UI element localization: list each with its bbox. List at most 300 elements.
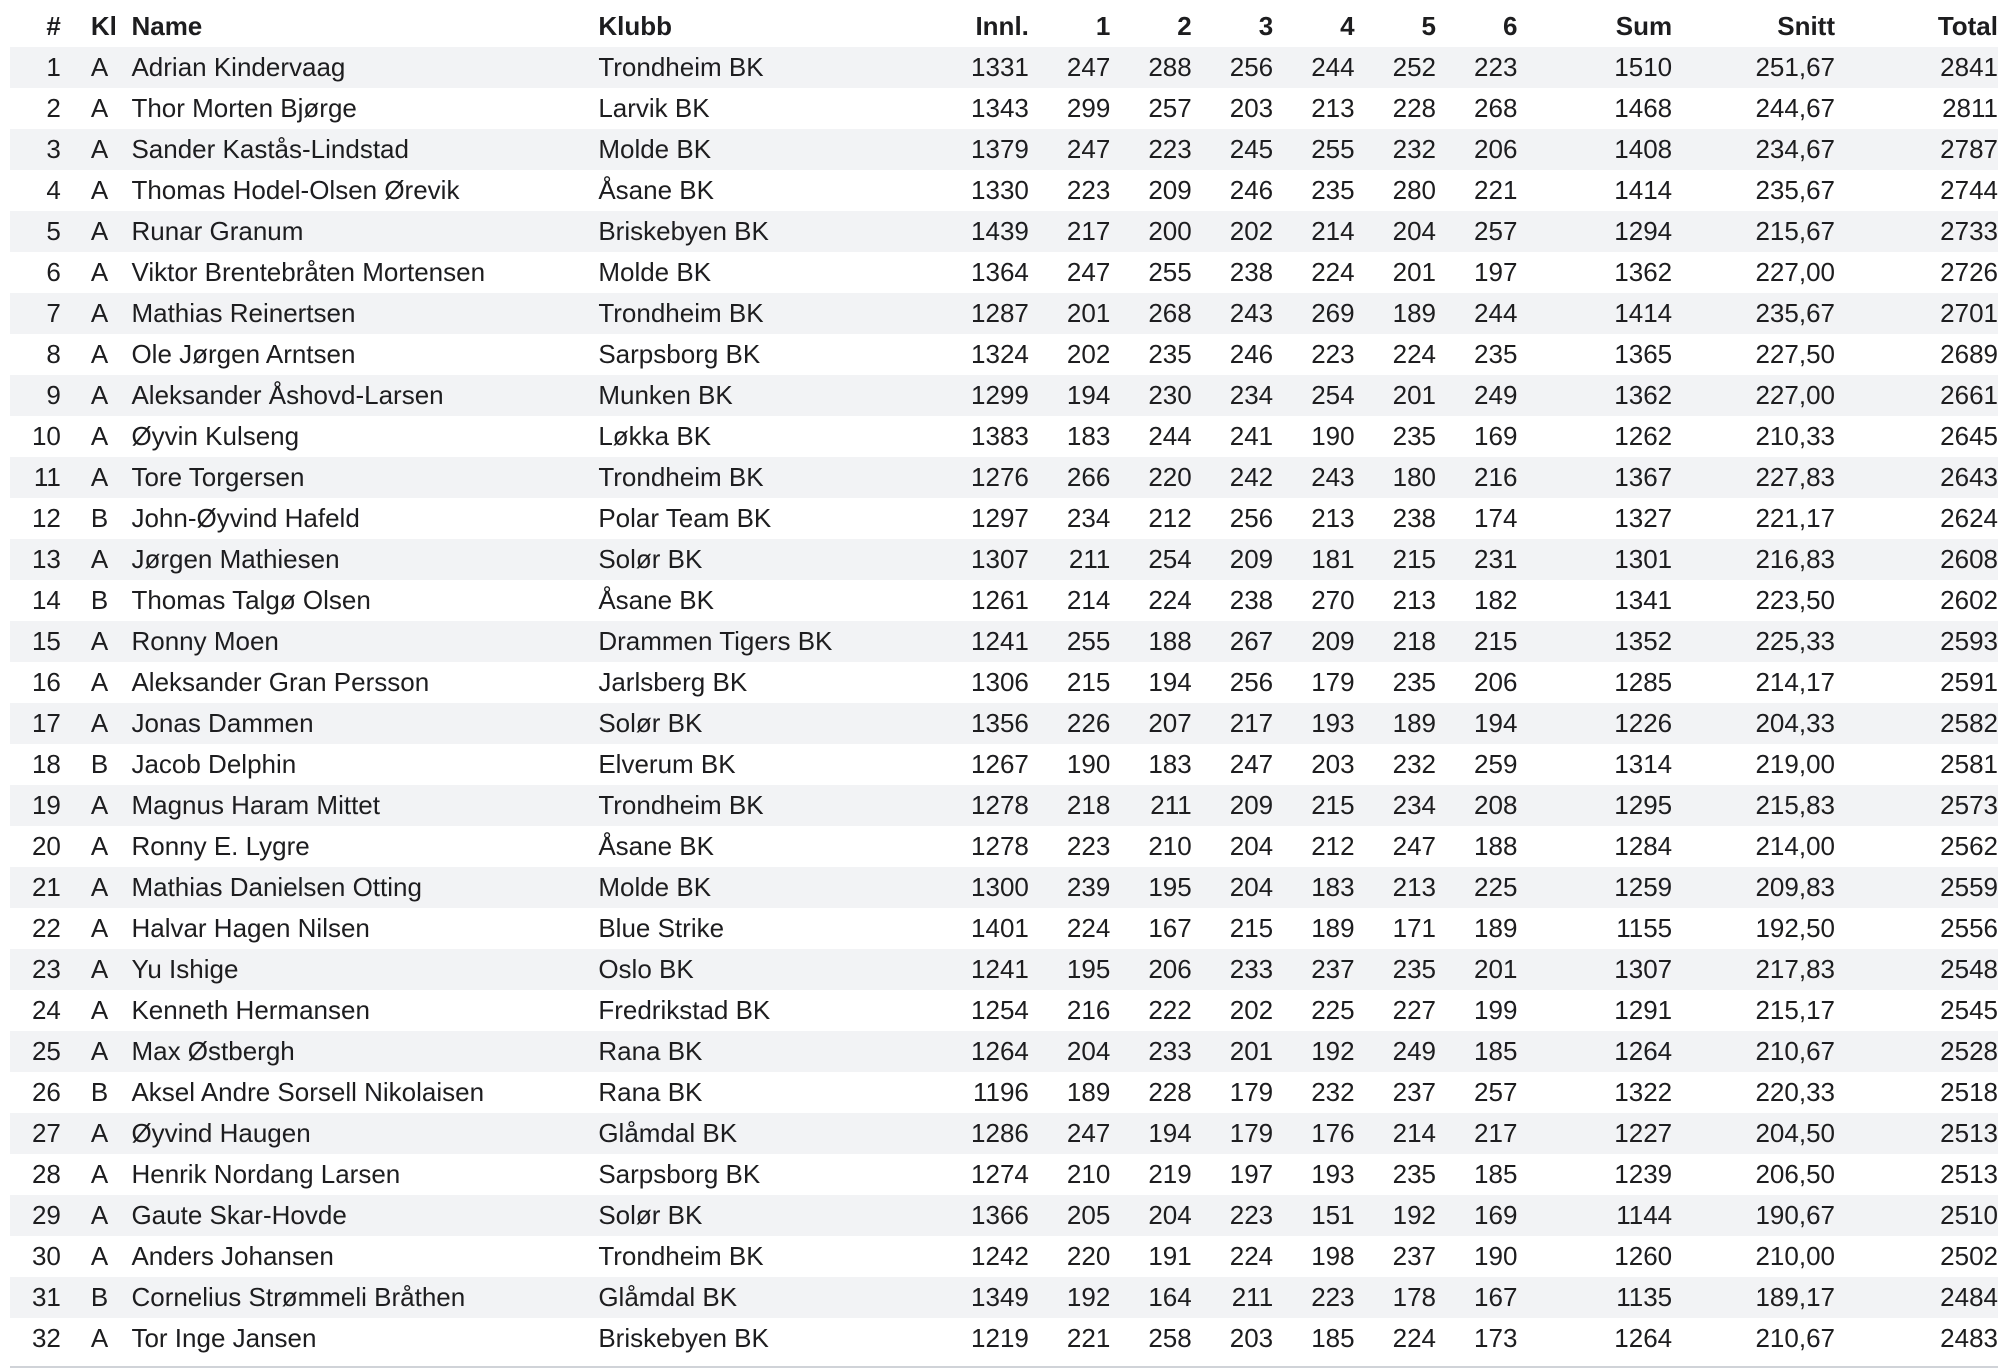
cell-name: Thomas Talgø Olsen [131,585,371,615]
cell-game-5: 237 [1392,1077,1436,1107]
cell-game-5: 235 [1392,667,1436,697]
cell-game-2: 220 [1148,462,1192,492]
cell-name: Henrik Nordang Larsen [131,1159,401,1189]
cell-name: Adrian Kindervaag [131,52,346,82]
cell-innl: 1219 [971,1323,1029,1353]
cell-rank: 26 [31,1077,61,1107]
header-game-1[interactable]: 1 [1095,11,1111,41]
cell-klubb: Løkka BK [598,421,712,451]
cell-sum: 1352 [1614,626,1673,656]
cell-game-4: 190 [1311,421,1355,451]
table-row[interactable] [10,1318,1998,1359]
cell-game-4: 244 [1311,52,1355,82]
cell-total: 2643 [1940,462,1998,492]
header-innl[interactable]: Innl. [975,11,1029,41]
cell-snitt: 234,67 [1755,134,1835,164]
header-row [10,6,1998,47]
cell-snitt: 210,67 [1755,1323,1835,1353]
table-row[interactable] [10,1277,1998,1318]
table-row[interactable] [10,1236,1998,1277]
table-row[interactable] [10,703,1998,744]
cell-name: Øyvind Haugen [131,1118,311,1148]
table-row[interactable] [10,129,1998,170]
cell-game-2: 223 [1148,134,1192,164]
cell-total: 2645 [1940,421,1998,451]
cell-game-6: 225 [1474,872,1518,902]
cell-innl: 1349 [971,1282,1029,1312]
table-row[interactable] [10,334,1998,375]
cell-name: Tore Torgersen [131,462,305,492]
cell-game-4: 185 [1311,1323,1355,1353]
cell-game-3: 256 [1229,667,1274,697]
cell-game-6: 185 [1474,1036,1518,1066]
header-game-2[interactable]: 2 [1177,11,1192,41]
cell-game-4: 151 [1311,1200,1355,1230]
cell-game-3: 224 [1229,1241,1274,1271]
cell-game-3: 247 [1229,749,1274,779]
cell-game-5: 213 [1392,872,1436,902]
header-game-5[interactable]: 5 [1421,11,1436,41]
cell-kl: A [90,257,109,287]
cell-sum: 1322 [1614,1077,1673,1107]
cell-game-4: 189 [1311,913,1355,943]
cell-sum: 1362 [1614,380,1673,410]
cell-game-6: 259 [1474,749,1518,779]
table-row[interactable] [10,949,1998,990]
cell-game-6: 174 [1474,503,1518,533]
table-row[interactable] [10,88,1998,129]
cell-klubb: Rana BK [598,1077,703,1107]
cell-sum: 1144 [1616,1200,1673,1230]
cell-sum: 1510 [1614,52,1673,82]
table-row[interactable] [10,1154,1998,1195]
cell-game-4: 255 [1311,134,1355,164]
cell-game-3: 209 [1229,544,1274,574]
cell-innl: 1267 [971,749,1029,779]
cell-game-2: 257 [1148,93,1192,123]
cell-snitt: 210,00 [1755,1241,1835,1271]
cell-sum: 1307 [1614,954,1673,984]
cell-total: 2602 [1940,585,1998,615]
cell-klubb: Trondheim BK [598,462,764,492]
cell-name: Mathias Danielsen Otting [131,872,422,902]
cell-game-1: 220 [1066,1241,1111,1271]
table-row[interactable] [10,990,1998,1031]
cell-game-5: 247 [1392,831,1436,861]
table-row[interactable] [10,47,1998,88]
cell-game-6: 189 [1474,913,1518,943]
cell-game-6: 201 [1474,954,1518,984]
table-row[interactable] [10,662,1998,703]
cell-rank: 10 [31,421,61,451]
cell-game-1: 195 [1066,954,1111,984]
cell-game-1: 255 [1066,626,1111,656]
cell-game-4: 193 [1311,708,1355,738]
cell-kl: A [90,1159,109,1189]
header-sum[interactable]: Sum [1615,11,1673,41]
cell-game-2: 207 [1148,708,1192,738]
cell-game-6: 182 [1474,585,1518,615]
cell-rank: 22 [31,913,61,943]
cell-game-3: 215 [1229,913,1274,943]
table-row[interactable] [10,170,1998,211]
cell-sum: 1260 [1614,1241,1673,1271]
cell-total: 2513 [1940,1118,1998,1148]
cell-name: Magnus Haram Mittet [131,790,380,820]
cell-sum: 1468 [1614,93,1673,123]
cell-total: 2624 [1940,503,1998,533]
cell-klubb: Fredrikstad BK [598,995,771,1025]
cell-game-2: 268 [1148,298,1192,328]
header-total[interactable]: Total [1937,11,1998,41]
cell-rank: 7 [46,298,61,328]
cell-name: Jacob Delphin [131,749,297,779]
cell-game-5: 235 [1392,1159,1436,1189]
cell-name: Runar Granum [131,216,304,246]
cell-klubb: Molde BK [598,257,712,287]
cell-game-2: 195 [1148,872,1192,902]
cell-rank: 4 [46,175,61,205]
cell-klubb: Trondheim BK [598,52,764,82]
cell-innl: 1287 [971,298,1029,328]
cell-name: Kenneth Hermansen [131,995,370,1025]
cell-kl: B [90,749,109,779]
cell-game-1: 247 [1066,1118,1111,1148]
cell-game-4: 209 [1311,626,1355,656]
cell-game-4: 214 [1311,216,1355,246]
table-row[interactable] [10,1113,1998,1154]
cell-name: Aleksander Gran Persson [131,667,430,697]
cell-snitt: 227,83 [1755,462,1835,492]
cell-rank: 21 [31,872,61,902]
cell-game-2: 244 [1148,421,1192,451]
cell-game-5: 189 [1392,708,1436,738]
cell-game-2: 258 [1148,1323,1192,1353]
cell-game-6: 169 [1474,1200,1518,1230]
cell-innl: 1278 [971,831,1029,861]
cell-game-3: 204 [1229,831,1274,861]
cell-game-2: 233 [1148,1036,1192,1066]
cell-game-1: 247 [1066,257,1111,287]
cell-klubb: Munken BK [598,380,733,410]
cell-snitt: 217,83 [1755,954,1835,984]
cell-game-4: 181 [1311,544,1355,574]
cell-snitt: 219,00 [1755,749,1835,779]
cell-game-6: 244 [1474,298,1518,328]
cell-klubb: Solør BK [598,544,703,574]
header-snitt[interactable]: Snitt [1777,11,1835,41]
header-name[interactable]: Name [131,11,203,41]
header-game-6[interactable]: 6 [1502,11,1518,41]
cell-game-2: 212 [1148,503,1192,533]
cell-innl: 1300 [971,872,1029,902]
cell-total: 2787 [1940,134,1998,164]
cell-kl: A [90,421,109,451]
cell-klubb: Oslo BK [598,954,694,984]
header-klubb[interactable]: Klubb [598,11,672,41]
cell-game-1: 210 [1066,1159,1111,1189]
cell-game-5: 180 [1392,462,1436,492]
cell-game-1: 234 [1066,503,1111,533]
cell-total: 2483 [1940,1323,1998,1353]
cell-game-6: 194 [1474,708,1518,738]
cell-klubb: Larvik BK [598,93,710,123]
cell-game-5: 214 [1392,1118,1436,1148]
cell-sum: 1294 [1614,216,1673,246]
cell-game-5: 215 [1392,544,1436,574]
cell-innl: 1364 [971,257,1029,287]
cell-kl: B [90,1282,109,1312]
cell-game-6: 167 [1474,1282,1518,1312]
cell-game-3: 202 [1229,995,1274,1025]
cell-total: 2593 [1940,626,1998,656]
cell-rank: 29 [31,1200,61,1230]
cell-sum: 1414 [1614,298,1673,328]
cell-game-5: 228 [1392,93,1436,123]
cell-name: Aleksander Åshovd-Larsen [131,380,444,410]
cell-klubb: Briskebyen BK [598,1323,769,1353]
cell-game-4: 213 [1311,93,1355,123]
cell-klubb: Polar Team BK [598,503,772,533]
cell-game-3: 209 [1229,790,1274,820]
cell-game-3: 245 [1229,134,1274,164]
cell-total: 2733 [1940,216,1998,246]
cell-innl: 1264 [971,1036,1029,1066]
cell-name: Øyvin Kulseng [131,421,300,451]
cell-name: Gaute Skar-Hovde [131,1200,347,1230]
cell-game-5: 201 [1392,380,1436,410]
table-row[interactable] [10,1031,1998,1072]
cell-game-4: 179 [1311,667,1355,697]
cell-game-2: 255 [1148,257,1192,287]
cell-game-5: 235 [1392,421,1436,451]
cell-sum: 1327 [1614,503,1673,533]
table-row[interactable] [10,252,1998,293]
cell-rank: 11 [33,462,61,492]
cell-innl: 1330 [971,175,1029,205]
cell-game-1: 266 [1066,462,1111,492]
cell-kl: A [90,52,109,82]
cell-game-6: 206 [1474,134,1518,164]
cell-klubb: Trondheim BK [598,1241,764,1271]
cell-sum: 1264 [1614,1036,1673,1066]
cell-rank: 2 [46,93,61,123]
cell-game-4: 232 [1311,1077,1355,1107]
cell-game-5: 235 [1392,954,1436,984]
cell-game-1: 201 [1066,298,1111,328]
cell-snitt: 210,33 [1755,421,1835,451]
cell-name: Thomas Hodel-Olsen Ørevik [131,175,460,205]
cell-kl: A [90,872,109,902]
table-row[interactable] [10,867,1998,908]
cell-game-1: 205 [1066,1200,1111,1230]
cell-total: 2701 [1940,298,1998,328]
cell-game-3: 201 [1229,1036,1274,1066]
cell-name: Thor Morten Bjørge [131,93,357,123]
cell-kl: A [90,93,109,123]
cell-rank: 19 [31,790,61,820]
cell-kl: B [90,503,109,533]
table-row[interactable] [10,293,1998,334]
cell-klubb: Sarpsborg BK [598,1159,761,1189]
cell-game-5: 252 [1392,52,1436,82]
cell-game-3: 241 [1229,421,1274,451]
cell-snitt: 192,50 [1755,913,1835,943]
cell-name: Ole Jørgen Arntsen [131,339,356,369]
cell-game-2: 288 [1148,52,1192,82]
cell-snitt: 210,67 [1755,1036,1835,1066]
cell-sum: 1414 [1614,175,1673,205]
cell-name: Anders Johansen [131,1241,334,1271]
cell-snitt: 216,83 [1755,544,1835,574]
cell-total: 2513 [1940,1159,1998,1189]
cell-kl: A [90,831,109,861]
results-table [10,6,1998,1359]
cell-kl: A [90,1241,109,1271]
cell-kl: A [90,667,109,697]
cell-rank: 28 [31,1159,61,1189]
cell-game-4: 176 [1311,1118,1355,1148]
cell-sum: 1259 [1614,872,1673,902]
cell-game-6: 221 [1474,175,1518,205]
cell-game-5: 280 [1392,175,1436,205]
cell-sum: 1295 [1614,790,1673,820]
cell-innl: 1324 [971,339,1029,369]
cell-game-6: 190 [1474,1241,1518,1271]
cell-name: Yu Ishige [131,954,239,984]
cell-rank: 8 [46,339,61,369]
cell-game-1: 223 [1066,831,1111,861]
table-row[interactable] [10,457,1998,498]
cell-game-1: 194 [1066,380,1111,410]
table-row[interactable] [10,375,1998,416]
cell-total: 2548 [1940,954,1998,984]
cell-game-3: 223 [1229,1200,1274,1230]
cell-sum: 1239 [1614,1159,1673,1189]
cell-kl: A [90,298,109,328]
cell-game-6: 249 [1474,380,1518,410]
table-row[interactable] [10,498,1998,539]
cell-rank: 31 [31,1282,61,1312]
cell-game-4: 212 [1311,831,1355,861]
cell-rank: 18 [31,749,61,779]
cell-rank: 16 [31,667,61,697]
cell-innl: 1307 [971,544,1029,574]
cell-innl: 1331 [971,52,1029,82]
table-row[interactable] [10,211,1998,252]
table-bottom-divider [10,1366,1998,1368]
cell-kl: A [90,954,109,984]
cell-rank: 6 [46,257,61,287]
cell-rank: 27 [31,1118,61,1148]
cell-game-5: 234 [1392,790,1436,820]
table-row[interactable] [10,785,1998,826]
cell-game-2: 211 [1150,790,1192,820]
header-kl[interactable]: Kl [90,11,117,41]
cell-game-4: 254 [1311,380,1355,410]
header-game-4[interactable]: 4 [1340,11,1355,41]
cell-total: 2661 [1940,380,1998,410]
cell-kl: A [90,995,109,1025]
table-row[interactable] [10,1195,1998,1236]
cell-game-1: 214 [1066,585,1111,615]
cell-klubb: Rana BK [598,1036,703,1066]
cell-sum: 1365 [1614,339,1673,369]
cell-total: 2689 [1940,339,1998,369]
cell-rank: 3 [46,134,61,164]
cell-snitt: 225,33 [1755,626,1835,656]
table-header [10,6,1998,47]
cell-game-1: 217 [1066,216,1111,246]
cell-game-1: 190 [1066,749,1111,779]
cell-game-1: 204 [1066,1036,1111,1066]
cell-game-6: 257 [1474,216,1518,246]
cell-innl: 1278 [971,790,1029,820]
table-row[interactable] [10,826,1998,867]
cell-kl: A [90,1118,109,1148]
table-row[interactable] [10,744,1998,785]
cell-game-2: 194 [1148,1118,1192,1148]
cell-innl: 1241 [971,954,1029,984]
cell-game-5: 201 [1392,257,1436,287]
cell-name: Ronny Moen [131,626,279,656]
cell-rank: 9 [46,380,61,410]
cell-game-1: 211 [1068,544,1111,574]
cell-innl: 1379 [971,134,1029,164]
table-row[interactable] [10,621,1998,662]
cell-sum: 1341 [1614,585,1673,615]
cell-snitt: 223,50 [1755,585,1835,615]
table-row[interactable] [10,416,1998,457]
cell-innl: 1366 [971,1200,1029,1230]
header-rank[interactable]: # [46,11,61,41]
cell-game-3: 256 [1229,52,1274,82]
cell-kl: B [90,585,109,615]
cell-game-2: 194 [1148,667,1192,697]
cell-game-2: 222 [1148,995,1192,1025]
cell-snitt: 204,33 [1755,708,1835,738]
cell-rank: 23 [31,954,61,984]
cell-game-6: 169 [1474,421,1518,451]
cell-total: 2562 [1940,831,1998,861]
cell-game-3: 179 [1229,1118,1274,1148]
cell-total: 2841 [1940,52,1998,82]
cell-game-3: 211 [1231,1282,1274,1312]
header-game-3[interactable]: 3 [1258,11,1274,41]
cell-innl: 1439 [971,216,1029,246]
cell-sum: 1155 [1616,913,1673,943]
table-row[interactable] [10,908,1998,949]
table-row[interactable] [10,539,1998,580]
cell-klubb: Sarpsborg BK [598,339,761,369]
cell-snitt: 204,50 [1755,1118,1835,1148]
cell-game-5: 232 [1392,749,1436,779]
table-row[interactable] [10,1072,1998,1113]
cell-innl: 1242 [971,1241,1029,1271]
cell-rank: 13 [31,544,61,574]
cell-game-6: 231 [1474,544,1518,574]
cell-innl: 1254 [971,995,1029,1025]
cell-innl: 1286 [971,1118,1029,1148]
cell-rank: 14 [31,585,61,615]
cell-snitt: 189,17 [1755,1282,1835,1312]
cell-game-5: 224 [1392,1323,1436,1353]
cell-kl: A [90,134,109,164]
table-row[interactable] [10,580,1998,621]
cell-game-2: 183 [1148,749,1192,779]
cell-game-6: 215 [1474,626,1518,656]
cell-snitt: 215,83 [1755,790,1835,820]
